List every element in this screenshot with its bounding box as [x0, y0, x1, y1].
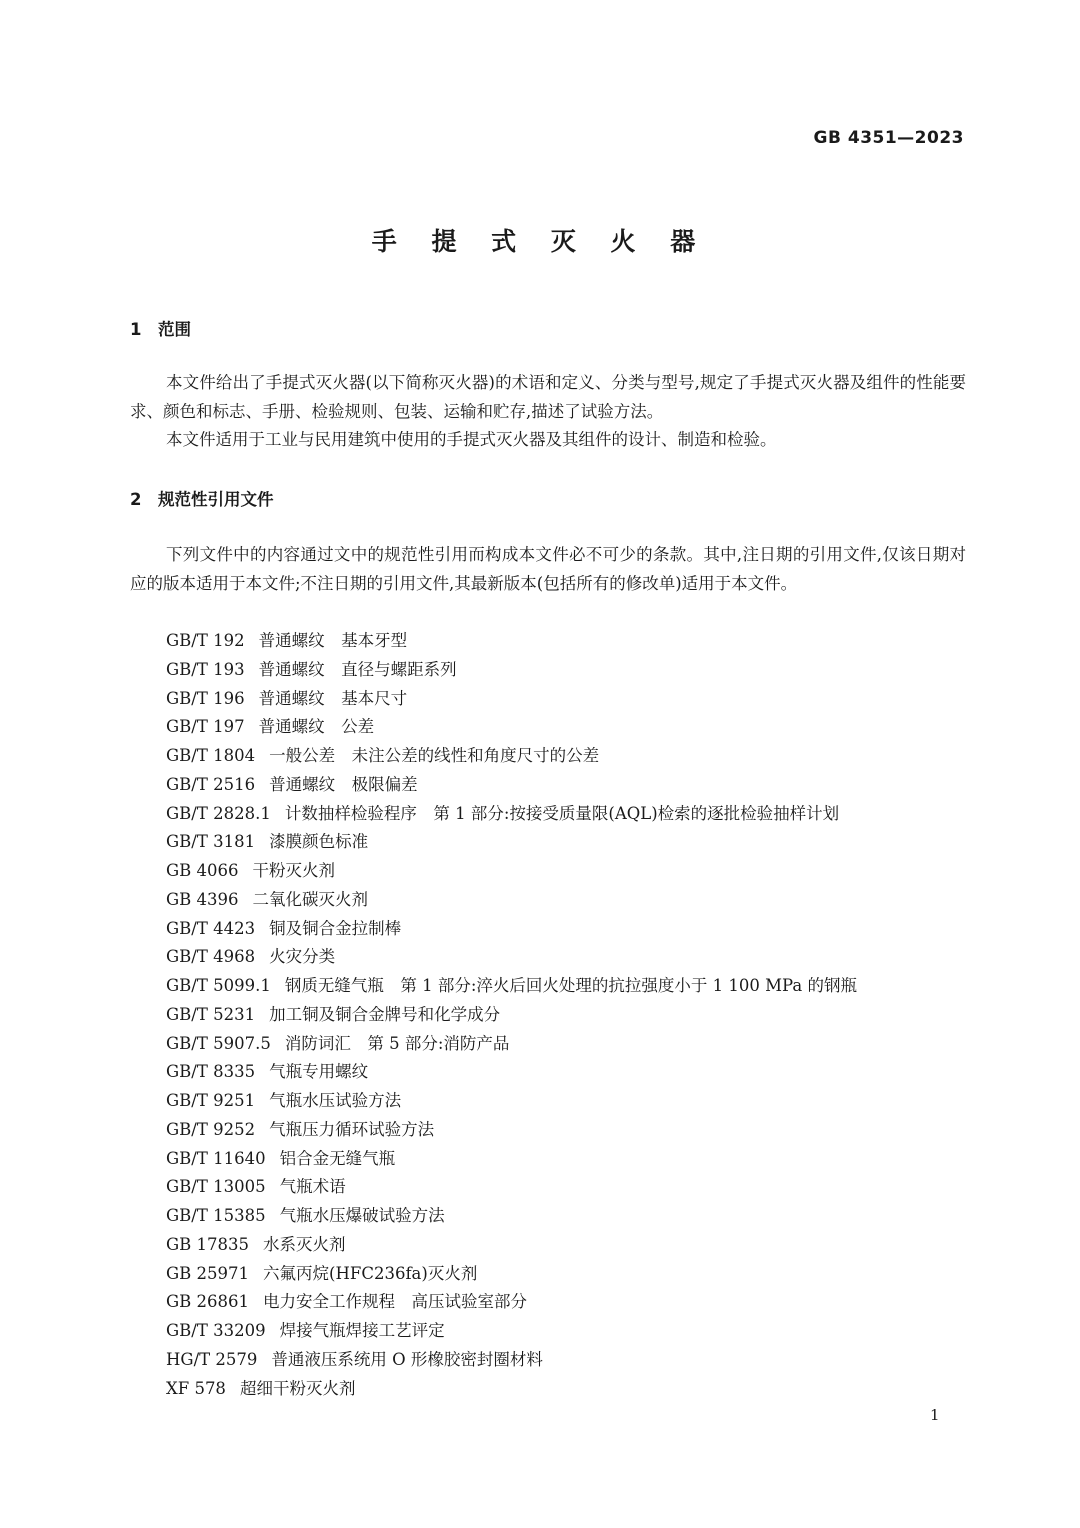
reference-item — [166, 742, 857, 771]
section-1-paragraph-scope: 本文件给出了手提式灭火器(以下简称灭火器)的术语和定义、分类与型号,规定了手提式灭火器及组件的性能要求、颜色和标志、手册、检验规则、包装、运输和贮存,描述了试验方法。 — [130, 373, 966, 421]
reference-code: GB/T 5099.1 — [166, 976, 271, 995]
reference-item — [166, 1317, 857, 1346]
reference-title: 气瓶水压爆破试验方法 — [279, 1206, 445, 1225]
document-title: 手 提 式 灭 火 器 — [371, 227, 709, 256]
reference-title: 气瓶术语 — [279, 1177, 346, 1197]
reference-code: GB/T 2516 — [166, 774, 256, 794]
reference-code: GB/T 13005 — [166, 1177, 266, 1197]
reference-item — [166, 1145, 857, 1174]
reference-item — [166, 857, 857, 886]
reference-title: 普通液压系统用 O 形橡胶密封圈材料 — [271, 1349, 543, 1369]
reference-item — [166, 1375, 857, 1404]
reference-code: GB/T 4423 — [166, 918, 256, 938]
reference-item — [166, 1346, 857, 1375]
section-2-number: 2 — [130, 490, 142, 509]
reference-code: GB/T 15385 — [166, 1206, 266, 1225]
page-number: 1 — [930, 1406, 940, 1424]
reference-code: GB 17835 — [166, 1234, 250, 1254]
section-1-heading — [130, 316, 191, 340]
reference-title: 超细干粉灭火剂 — [239, 1378, 356, 1398]
reference-item — [166, 771, 857, 800]
reference-item — [166, 800, 857, 829]
reference-item — [166, 1202, 857, 1231]
reference-item — [166, 972, 857, 1001]
reference-title: 六氟丙烷(HFC236fa)灭火剂 — [263, 1263, 478, 1283]
section-2-heading — [130, 486, 274, 510]
reference-title: 铝合金无缝气瓶 — [279, 1148, 396, 1168]
reference-code: HG/T 2579 — [166, 1349, 258, 1369]
reference-code: GB/T 11640 — [166, 1148, 266, 1168]
reference-code: GB/T 2828.1 — [166, 803, 271, 823]
reference-item — [166, 685, 857, 714]
reference-title: 气瓶专用螺纹 — [269, 1062, 369, 1082]
section-2-title: 规范性引用文件 — [158, 490, 274, 509]
reference-code: GB 26861 — [166, 1292, 250, 1312]
reference-code: GB/T 8335 — [166, 1062, 256, 1082]
reference-title: 气瓶水压试验方法 — [269, 1091, 402, 1110]
section-1-number: 1 — [130, 320, 142, 339]
reference-title: 计数抽样检验程序 第 1 部分:按接受质量限(AQL)检索的逐批检验抽样计划 — [284, 803, 840, 823]
reference-title: 铜及铜合金拉制棒 — [269, 918, 402, 938]
reference-title: 普通螺纹 公差 — [258, 717, 375, 737]
reference-item — [166, 713, 857, 742]
reference-code: GB 25971 — [166, 1263, 250, 1283]
section-2-intro-paragraph: 下列文件中的内容通过文中的规范性引用而构成本文件必不可少的条款。其中,注日期的引用文件,仅该日期对应的版本适用于本文件;不注日期的引用文件,其最新版本(包括所有的修改单)适用于本文件。 — [130, 545, 966, 593]
reference-item — [166, 1030, 857, 1059]
reference-item — [166, 1087, 857, 1116]
reference-code: GB/T 1804 — [166, 746, 256, 765]
reference-item — [166, 1116, 857, 1145]
normative-reference-list — [166, 627, 857, 1403]
reference-title: 普通螺纹 极限偏差 — [269, 774, 418, 794]
reference-item — [166, 1001, 857, 1030]
reference-item — [166, 915, 857, 944]
reference-title: 火灾分类 — [269, 947, 336, 967]
reference-title: 普通螺纹 基本牙型 — [258, 631, 408, 650]
reference-item — [166, 828, 857, 857]
reference-title: 水系灭火剂 — [263, 1234, 346, 1254]
reference-item — [166, 943, 857, 972]
reference-title: 漆膜颜色标准 — [269, 832, 369, 852]
reference-code: GB/T 192 — [166, 631, 245, 650]
reference-code: GB/T 193 — [166, 659, 245, 679]
reference-code: GB/T 33209 — [166, 1321, 266, 1340]
reference-title: 二氧化碳灭火剂 — [252, 889, 369, 909]
reference-item — [166, 1173, 857, 1202]
reference-title: 干粉灭火剂 — [252, 861, 336, 880]
reference-code: GB/T 196 — [166, 688, 245, 708]
reference-code: GB 4396 — [166, 889, 239, 909]
standard-code: GB 4351—2023 — [813, 128, 964, 148]
reference-code: GB/T 4968 — [166, 947, 256, 967]
reference-code: GB/T 3181 — [166, 832, 256, 852]
reference-item — [166, 1288, 857, 1317]
reference-code: GB/T 5231 — [166, 1004, 256, 1024]
reference-title: 消防词汇 第 5 部分:消防产品 — [284, 1033, 510, 1053]
section-1-paragraph-applicability: 本文件适用于工业与民用建筑中使用的手提式灭火器及其组件的设计、制造和检验。 — [166, 430, 777, 449]
reference-title: 电力安全工作规程 高压试验室部分 — [263, 1292, 528, 1312]
reference-code: GB/T 197 — [166, 717, 245, 737]
reference-title: 加工铜及铜合金牌号和化学成分 — [269, 1004, 501, 1024]
reference-item — [166, 1231, 857, 1260]
reference-title: 钢质无缝气瓶 第 1 部分:淬火后回火处理的抗拉强度小于 1 100 MPa 的钢瓶 — [284, 976, 857, 995]
reference-title: 气瓶压力循环试验方法 — [269, 1119, 435, 1139]
reference-item — [166, 627, 857, 656]
reference-title: 焊接气瓶焊接工艺评定 — [279, 1321, 445, 1340]
reference-code: GB/T 9251 — [166, 1091, 256, 1110]
reference-title: 普通螺纹 直径与螺距系列 — [258, 659, 457, 679]
reference-code: GB 4066 — [166, 861, 239, 880]
reference-title: 一般公差 未注公差的线性和角度尺寸的公差 — [269, 746, 600, 765]
reference-title: 普通螺纹 基本尺寸 — [258, 688, 408, 708]
reference-item — [166, 886, 857, 915]
reference-code: XF 578 — [166, 1378, 226, 1398]
reference-item — [166, 656, 857, 685]
reference-code: GB/T 5907.5 — [166, 1033, 271, 1053]
reference-item — [166, 1260, 857, 1289]
section-1-title: 范围 — [158, 320, 191, 339]
reference-code: GB/T 9252 — [166, 1119, 256, 1139]
reference-item — [166, 1058, 857, 1087]
